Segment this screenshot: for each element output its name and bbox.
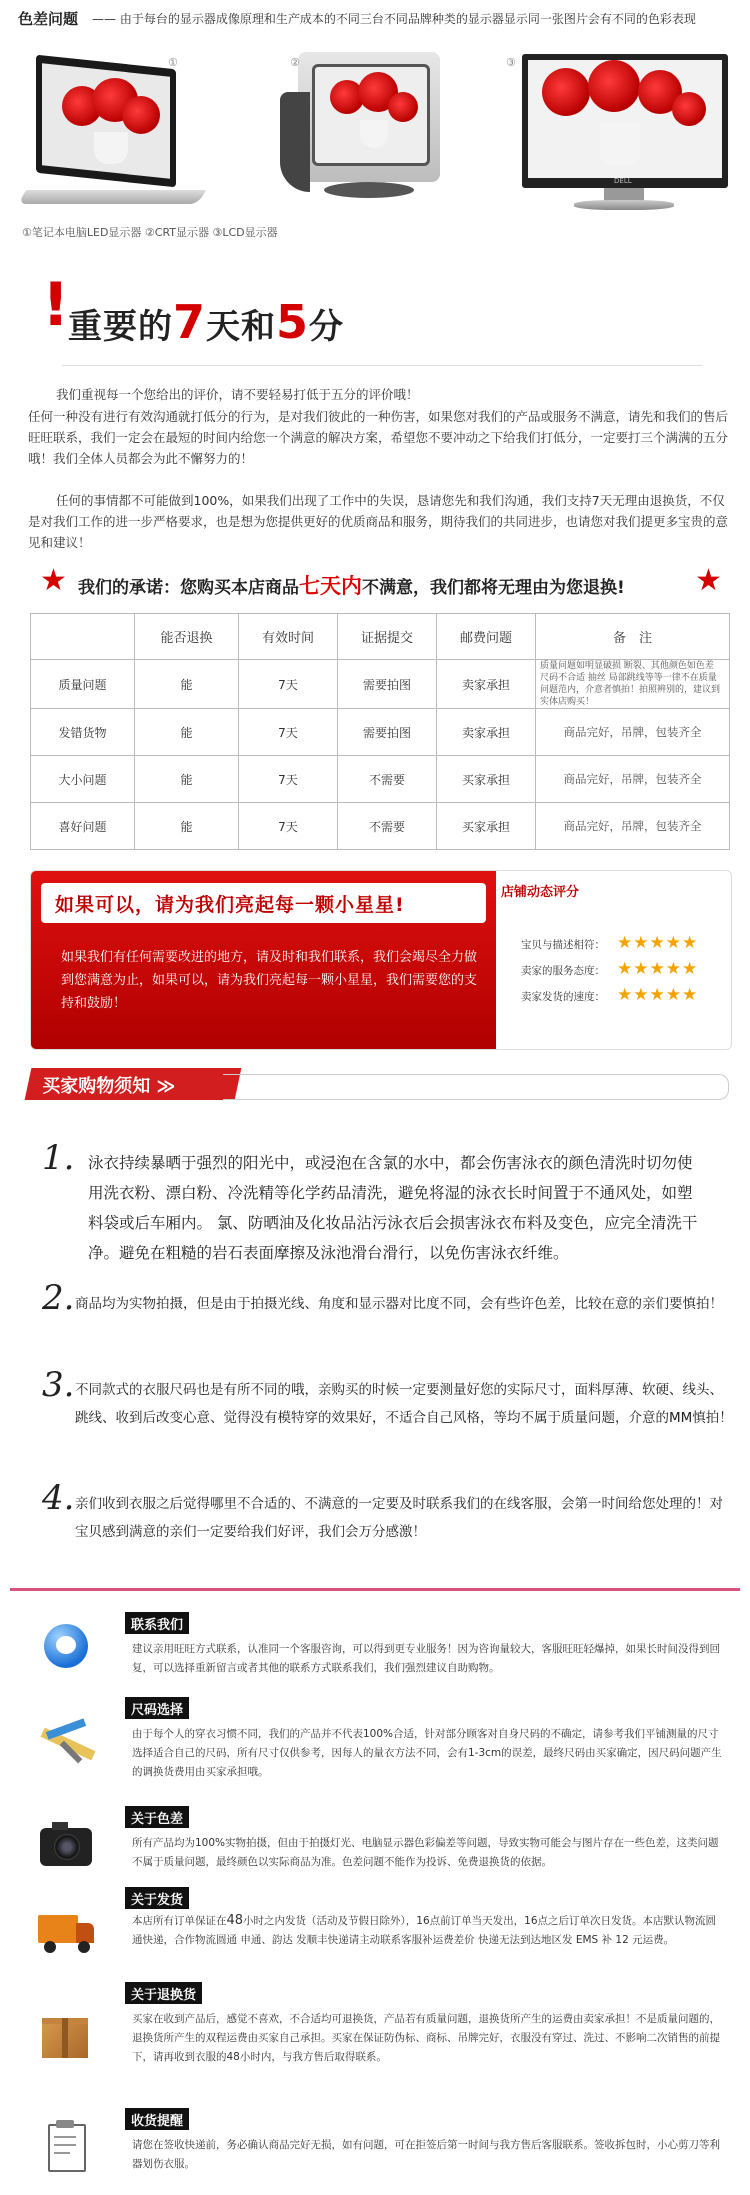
rating-label: 卖家发货的速度： [521,991,605,1003]
info-returns [0,1982,750,2082]
table-header: 邮费问题 [437,614,536,660]
info-label: 联系我们 [125,1612,189,1634]
info-label: 关于退换货 [125,1982,202,2004]
headline-title [68,295,344,349]
info-label: 关于发货 [125,1887,189,1909]
red-star-icon-right: ★ [695,563,722,598]
table-cell: 能 [135,660,239,709]
promise-highlight: 七天内 [299,574,362,598]
rating-stars-icon: ★★★★★ [617,959,699,979]
section-divider [10,1588,740,1591]
monitor-number-1: ① [168,56,178,69]
table-cell-note: 质量问题如明显破损 断裂、其他颜色如色差 尺码不合适 抽丝 局部跳线等等一律不在质量问题范内，介意者慎拍！拍照辨别的，建议到实体店购买！ [536,660,730,709]
color-difference-header [0,0,750,38]
table-row [31,660,730,709]
table-header: 有效时间 [239,614,338,660]
rating-stars-icon: ★★★★★ [617,933,699,953]
table-cell: 7天 [239,756,338,803]
table-cell: 质量问题 [31,660,135,709]
info-label: 关于色差 [125,1806,189,1828]
table-cell: 能 [135,756,239,803]
notice-item-1: 泳衣持续暴晒于强烈的阳光中，或浸泡在含氯的水中，都会伤害泳衣的颜色清洗时切勿使用洗衣粉、漂白粉、冷洗精等化学药品清洗，避免将湿的泳衣长时间置于不通风处，如塑料袋或后车厢内。 氯、防晒油及化妆品沾污泳衣后会损害泳衣布料及变色，应完全清洗干净。避免在粗糙的岩石表面摩擦及泳池滑台滑行，以免伤害泳衣纤维。 [88,1154,698,1262]
rating-row [521,933,699,953]
table-cell-note: 商品完好，吊牌，包装齐全 [536,709,730,756]
notice-item-4: 亲们收到衣服之后觉得哪里不合适的、不满意的一定要及时联系我们的在线客服，会第一时间给您处理的！对宝贝感到满意的亲们一定要给我们好评，我们会万分感激！ [75,1496,723,1540]
info-label: 尺码选择 [125,1697,189,1719]
star-rating-panel [30,870,732,1050]
intro-paragraph-1: 我们重视每一个您给出的评价，请不要轻易打低于五分的评价哦！ [56,387,419,402]
star-request-area [31,871,496,1049]
clipboard-icon [38,2120,94,2170]
chat-bubble-icon [38,1622,94,1672]
shop-rating-title: 店铺动态评分 [501,885,580,900]
table-cell: 需要拍图 [338,660,437,709]
red-star-icon-left: ★ [40,563,67,598]
table-cell: 能 [135,803,239,850]
table-cell: 发错货物 [31,709,135,756]
info-receiving-reminder [0,2108,750,2178]
ruler-icon [38,1719,94,1769]
star-request-text: 如果我们有任何需要改进的地方，请及时和我们联系，我们会竭尽全力做到您满意为止，如果可以，请为我们亮起每一颗小星星，我们需要您的支持和鼓励！ [61,950,478,1011]
shopping-notice-header [28,1068,728,1100]
dell-logo: DELL [614,177,632,185]
info-size-selection [0,1697,750,1777]
table-row [31,756,730,803]
table-cell: 7天 [239,803,338,850]
exclamation-icon: ! [42,270,70,340]
headline-seven: 7 [173,295,207,349]
star-request-title: 如果可以，请为我们亮起每一颗小星星! [55,894,405,916]
table-header [31,614,135,660]
lcd-monitor-image [522,52,732,220]
delivery-truck-icon [38,1909,94,1959]
notice-number-4: 4. [42,1478,75,1518]
notice-item-3: 不同款式的衣服尺码也是有所不同的哦，亲购买的时候一定要测量好您的实际尺寸，面料厚薄、软硬、线头、跳线、收到后改变心意、觉得没有模特穿的效果好，不适合自己风格，等均不属于质量问题，介意的MM慎拍！ [75,1382,733,1426]
table-cell: 7天 [239,660,338,709]
info-body: 买家在收到产品后，感觉不喜欢，不合适均可退换货，产品若有质量问题，退换货所产生的运费由卖家承担！不是质量问题的，退换货所产生的双程运费由买家自己承担。买家在保证防伪标、商标、吊牌完好，衣服没有穿过、洗过、不影响二次销售的前提下，请再收到衣服的48小时内，与我方售后取得联系。 [132,2013,720,2063]
laptop-monitor-image [22,52,192,220]
table-row [31,709,730,756]
info-body: 所有产品均为100%实物拍摄，但由于拍摄灯光、电脑显示器色彩偏差等问题，导致实物可能会与图片存在一些色差，这类问题不属于质量问题，最终颜色以实际商品为准。色差问题不能作为投诉、免费退换货的依据。 [132,1837,719,1868]
table-cell-note: 商品完好，吊牌，包装齐全 [536,756,730,803]
color-difference-title: 色差问题 [18,10,79,28]
monitor-caption: ①笔记本电脑LED显示器 ②CRT显示器 ③LCD显示器 [22,226,278,239]
table-header: 备 注 [536,614,730,660]
headline-divider [62,365,702,366]
star-request-banner [41,883,486,923]
notice-item-2: 商品均为实物拍摄，但是由于拍摄光线、角度和显示器对比度不同，会有些许色差，比较在意的亲们要慎拍！ [75,1296,723,1312]
notice-number-2: 2. [42,1278,75,1318]
rating-row [521,959,699,979]
promise-banner [40,563,730,601]
headline-part-3: 分 [309,307,345,347]
table-cell: 7天 [239,709,338,756]
info-body: 本店所有订单保证在48小时之内发货（活动及节假日除外），16点前订单当天发出，16点之后订单次日发货。本店默认物流圆通快递，合作物流圆通 申通、韵达 发顺丰快递请主动联系客服补运费差价 快递无法到达地区发 EMS 补 12 元运费。 [132,1913,717,1946]
headline-five: 5 [276,295,310,349]
table-cell: 喜好问题 [31,803,135,850]
table-cell-note: 商品完好，吊牌，包装齐全 [536,803,730,850]
shop-rating-box [501,911,726,1041]
camera-icon [38,1820,94,1870]
monitor-number-3: ③ [506,56,516,69]
table-cell: 不需要 [338,803,437,850]
intro-paragraph-2: 任何一种没有进行有效沟通就打低分的行为，是对我们彼此的一种伤害，如果您对我们的产品或服务不满意，请先和我们的售后旺旺联系，我们一定会在最短的时间内给您一个满意的解决方案，希望您不要冲动之下给我们打低分，一定要打三个满满的五分哦！我们全体人员都会为此不懈努力的！ [28,409,729,466]
table-cell: 买家承担 [437,756,536,803]
notice-number-1: 1. [42,1138,75,1178]
rating-label: 卖家的服务态度： [521,965,605,977]
rating-row [521,985,699,1005]
table-cell: 能 [135,709,239,756]
promise-text: 我们的承诺：您购买本店商品七天内不满意，我们都将无理由为您退换! [78,574,625,598]
info-shipping [0,1887,750,1967]
info-body: 请您在签收快递前，务必确认商品完好无损，如有问题，可在拒签后第一时间与我方售后客服联系。签收拆包时，小心剪刀等利器划伤衣服。 [132,2139,720,2170]
table-cell: 大小问题 [31,756,135,803]
table-row [31,803,730,850]
info-body: 由于每个人的穿衣习惯不同，我们的产品并不代表100%合适，针对部分顾客对自身尺码的不确定，请参考我们平铺测量的尺寸选择适合自己的尺码，所有尺寸仅供参考，因每人的量衣方法不同，会有1-3cm的误差，最终尺码由买家确定，因尺码问题产生的调换货费用由买家承担哦。 [132,1728,722,1778]
table-header-row [31,614,730,660]
shopping-notice-rule [223,1074,729,1100]
info-label: 收货提醒 [125,2108,189,2130]
table-cell: 买家承担 [437,803,536,850]
rating-label: 宝贝与描述相符： [521,939,605,951]
table-cell: 卖家承担 [437,660,536,709]
table-cell: 卖家承担 [437,709,536,756]
table-header: 能否退换 [135,614,239,660]
table-cell: 不需要 [338,756,437,803]
table-cell: 需要拍图 [338,709,437,756]
headline-part-1: 重要的 [68,307,173,347]
shopping-notice-tab: 买家购物须知 ≫ [25,1068,242,1100]
info-color-difference [0,1806,750,1886]
notice-number-3: 3. [42,1365,75,1405]
monitor-number-2: ② [290,56,300,69]
crt-monitor-image [280,52,460,220]
package-box-icon [38,2010,94,2060]
intro-paragraph-3: 任何的事情都不可能做到100%，如果我们出现了工作中的失误，恳请您先和我们沟通，我们支持7天无理由退换货，不仅是对我们工作的进一步严格要求，也是想为您提供更好的优质商品和服务，期待我们的共同进步，也请您对我们提更多宝贵的意见和建议！ [28,493,729,550]
headline-part-2: 天和 [206,307,277,347]
info-body: 建议亲用旺旺方式联系，认准同一个客服咨询，可以得到更专业服务！因为咨询量较大，客服旺旺轻爆掉，如果长时间没得到回复，可以选择重新留言或者其他的联系方式联系我们，我们强烈建议自助购物。 [132,1643,720,1674]
info-contact-us [0,1612,750,1672]
table-header: 证据提交 [338,614,437,660]
color-difference-subtitle: —— 由于每台的显示器成像原理和生产成本的不同三台不同品牌种类的显示器显示同一张图片会有不同的色彩表现 [92,12,696,26]
returns-policy-table [30,613,730,850]
rating-stars-icon: ★★★★★ [617,985,699,1005]
